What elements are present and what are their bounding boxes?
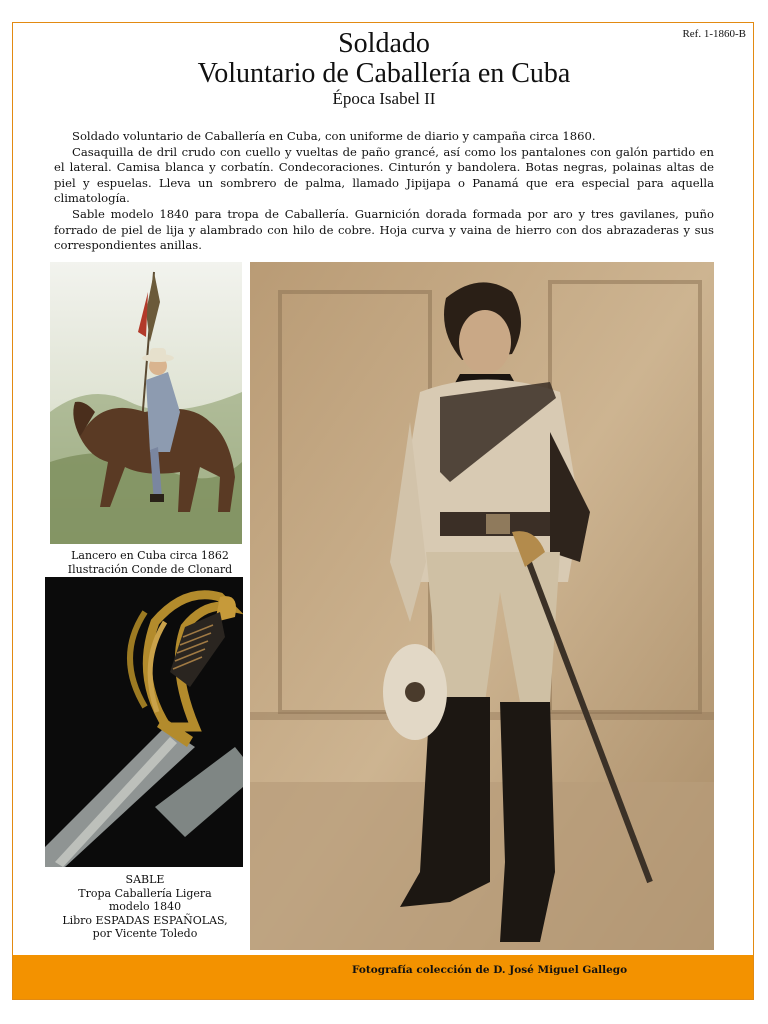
soldier-photograph: [250, 262, 714, 950]
description-paragraph: Soldado voluntario de Caballería en Cuba, con uniforme de diario y campaña circa 1860.: [72, 129, 596, 143]
caption-line: Tropa Caballería Ligera: [78, 886, 212, 900]
sabre-caption: [40, 873, 250, 941]
lancer-illustration: [50, 262, 242, 544]
description-text: [54, 129, 714, 254]
lancer-caption: [50, 549, 250, 576]
caption-line: Lancero en Cuba circa 1862: [71, 549, 229, 562]
caption-line: por Vicente Toledo: [92, 927, 198, 940]
reference-number: Ref. 1-1860-B: [682, 28, 746, 40]
page-subtitle: Época Isabel II: [332, 89, 436, 108]
page-title-line2: Voluntario de Caballería en Cuba: [197, 58, 571, 89]
page-title: Soldado: [338, 28, 430, 59]
description-paragraph: Casaquilla de dril crudo con cuello y vueltas de paño grancé, así como los pantalones con galón partido en el lateral. Camisa blanca y corbatín. Condecoraciones. Cinturón y bandolera. Botas negras, polainas altas de piel y espuelas. Lleva un sombrero de palma, llamado Jipijapa o Panamá que era especial para aquella climatología.: [54, 144, 714, 206]
caption-line: Libro ESPADAS ESPAÑOLAS,: [62, 913, 228, 927]
caption-line: Ilustración Conde de Clonard: [67, 562, 233, 576]
caption-line: SABLE: [125, 873, 165, 886]
description-paragraph: Sable modelo 1840 para tropa de Caballería. Guarnición dorada formada por aro y tres gavilanes, puño forrado de piel de lija y alambrado con hilo de cobre. Hoja curva y vaina de hierro con dos abrazaderas y sus correspondientes anillas.: [54, 206, 714, 253]
sabre-photo: [45, 577, 243, 867]
footer-bar: [13, 955, 753, 999]
photo-credit: Fotografía colección de D. José Miguel Gallego: [352, 964, 628, 976]
caption-line: modelo 1840: [108, 900, 182, 913]
